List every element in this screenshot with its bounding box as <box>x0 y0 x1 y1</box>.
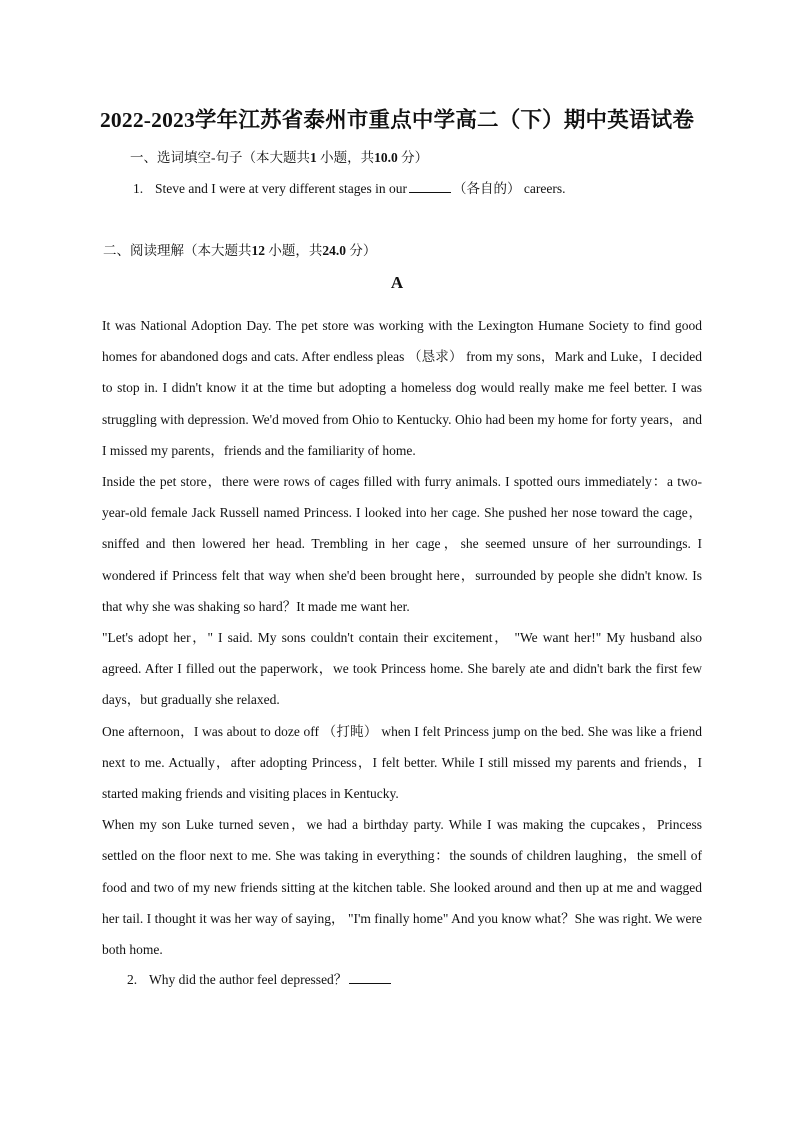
question-number: 1. <box>133 181 144 196</box>
question-text-hint: （各自的） careers. <box>453 181 566 196</box>
reading-passage <box>102 310 702 965</box>
section-heading-reading: 二、阅读理解（本大题共12 小题，共24.0 分） <box>103 243 377 258</box>
question-1 <box>133 177 566 197</box>
question-number: 2. <box>127 972 138 987</box>
answer-blank[interactable] <box>409 180 451 193</box>
exam-title: 2022-2023学年江苏省泰州市重点中学高二（下）期中英语试卷 <box>99 108 695 132</box>
section-heading-vocab: 一、选词填空-句子（本大题共1 小题，共10.0 分） <box>130 150 429 165</box>
answer-blank[interactable] <box>349 971 391 984</box>
question-text: Why did the author feel depressed？ <box>149 972 348 987</box>
question-2 <box>127 968 393 988</box>
passage-label: A <box>390 273 404 292</box>
passage-paragraph: One afternoon，I was about to doze off （打盹） when I felt Princess jump on the bed. She was like a friend next to me. Actually，after adopting Princess，I felt better. While I still missed my parents and friends，I started making friends and visiting places in Kentucky. <box>102 723 702 802</box>
passage-paragraph: When my son Luke turned seven，we had a birthday party. While I was making the cupcakes，Princess settled on the floor next to me. She was taking in everything：the sounds of children laughing，the smell of food and two of my new friends sitting at the kitchen table. She looked around and then up at me and wagged her tail. I thought it was her way of saying， "I'm finally home" And you know what？She was right. We were both home. <box>102 817 702 958</box>
passage-paragraph: Inside the pet store，there were rows of cages filled with furry animals. I spotted ours immediately：a two-year-old female Jack Russell named Princess. I looked into her cage. She pushed her nose toward the cage，sniffed and then lowered her head. Trembling in her cage，she seemed unsure of her surroundings. I wondered if Princess felt that way when she'd been brought here，surrounded by people she didn't know. Is that why she was shaking so hard？It made me want her. <box>102 474 702 614</box>
question-text: Steve and I were at very different stages in our <box>155 181 408 196</box>
passage-paragraph: It was National Adoption Day. The pet store was working with the Lexington Humane Society to find good homes for abandoned dogs and cats. After endless pleas （恳求） from my sons，Mark and Luke，I decided to stop in. I didn't know it at the time but adopting a homeless dog would really make me feel better. I was struggling with depression. We'd moved from Ohio to Kentucky. Ohio had been my home for forty years，and I missed my parents，friends and the familiarity of home. <box>102 318 702 458</box>
passage-paragraph: "Let's adopt her，" I said. My sons couldn't contain their excitement， "We want her!" My husband also agreed. After I filled out the paperwork，we took Princess home. She barely ate and didn't bark the first few days，but gradually she relaxed. <box>102 630 702 708</box>
